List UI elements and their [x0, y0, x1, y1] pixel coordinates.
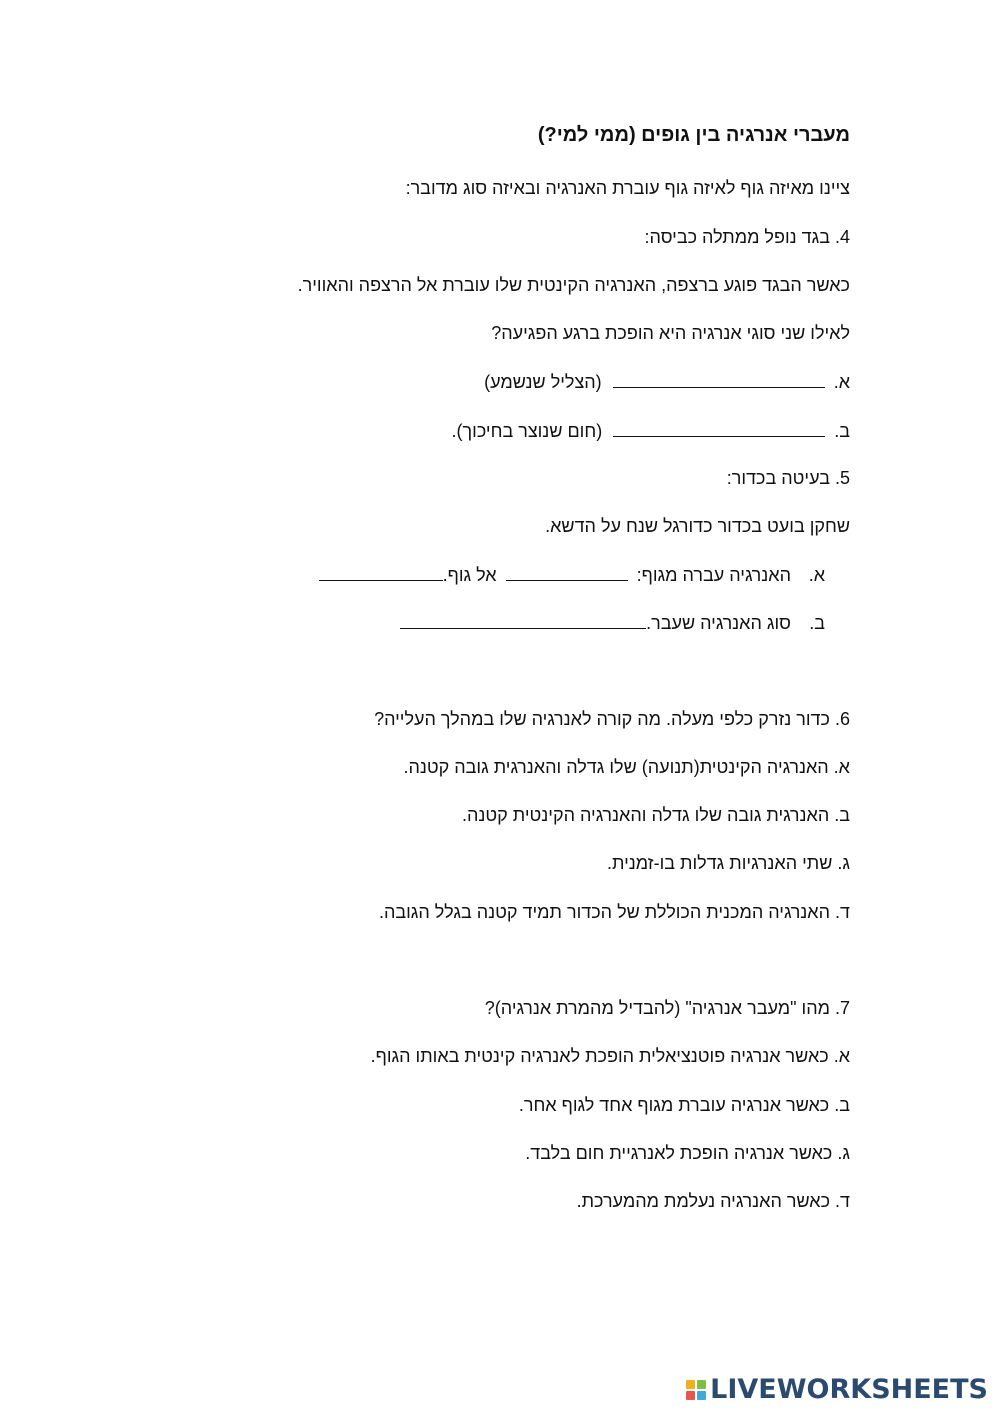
logo-tile [686, 1391, 695, 1400]
liveworksheets-logo [686, 1374, 988, 1405]
q4-answer-a [130, 369, 850, 394]
q4-a-mark: א. [833, 372, 850, 392]
q6-option[interactable]: ג. שתי האנרגיות גדלות בו-זמנית. [607, 853, 850, 873]
q5-a-mark: א. [808, 565, 825, 585]
q4-question: לאילו שני סוגי אנרגיה היא הופכת ברגע הפגיעה? [491, 323, 850, 343]
q5-answer-a [105, 562, 825, 587]
q5-a-blank-to[interactable] [319, 562, 443, 581]
page-title: מעברי אנרגיה בין גופים (ממי למי?) [537, 124, 850, 146]
q4-answer-b [130, 418, 850, 443]
q4-a-blank[interactable] [613, 369, 825, 388]
q5-a-blank-from[interactable] [506, 562, 628, 581]
logo-tile [686, 1380, 695, 1389]
q4-b-blank[interactable] [613, 418, 825, 437]
q5-heading: 5. בעיטה בכדור: [726, 468, 850, 488]
q7-option[interactable]: ב. כאשר אנרגיה עוברת מגוף אחד לגוף אחר. [518, 1095, 850, 1115]
q5-a-text2: אל גוף. [442, 565, 497, 585]
q6-heading: 6. כדור נזרק כלפי מעלה. מה קורה לאנרגיה שלו במהלך העלייה? [374, 709, 850, 729]
logo-tile [697, 1380, 706, 1389]
logo-tiles-icon [686, 1380, 706, 1400]
brand-name: LIVEWORKSHEETS [710, 1374, 988, 1405]
q5-b-mark: ב. [809, 613, 825, 633]
q6-option[interactable]: א. האנרגיה הקינטית(תנועה) שלו גדלה והאנרגית גובה קטנה. [403, 757, 850, 777]
q4-b-mark: ב. [834, 421, 850, 441]
q4-heading: 4. בגד נופל ממתלה כביסה: [644, 227, 850, 247]
q4-a-hint: (הצליל שנשמע) [484, 372, 602, 392]
q5-a-text1: האנרגיה עברה מגוף: [636, 565, 791, 585]
q5-b-blank[interactable] [400, 610, 646, 629]
logo-tile [697, 1391, 706, 1400]
q7-option[interactable]: ג. כאשר אנרגיה הופכת לאנרגיית חום בלבד. [525, 1143, 850, 1163]
q4-text: כאשר הבגד פוגע ברצפה, האנרגיה הקינטית שלו עוברת אל הרצפה והאוויר. [297, 275, 850, 295]
q7-option[interactable]: ד. כאשר האנרגיה נעלמת מהמערכת. [576, 1191, 850, 1211]
q7-option[interactable]: א. כאשר אנרגיה פוטנציאלית הופכת לאנרגיה קינטית באותו הגוף. [370, 1046, 850, 1066]
q4-b-hint: (חום שנוצר בחיכוך). [451, 421, 603, 441]
instruction-text: ציינו מאיזה גוף לאיזה גוף עוברת האנרגיה ובאיזה סוג מדובר: [405, 178, 850, 198]
q5-answer-b [105, 610, 825, 635]
q7-heading: 7. מהו "מעבר אנרגיה" (להבדיל מהמרת אנרגיה)? [484, 998, 850, 1018]
q6-option[interactable]: ד. האנרגיה המכנית הכוללת של הכדור תמיד קטנה בגלל הגובה. [378, 902, 850, 922]
q5-text: שחקן בועט בכדור כדורגל שנח על הדשא. [545, 516, 850, 536]
q5-b-text: סוג האנרגיה שעבר. [646, 613, 791, 633]
q6-option[interactable]: ב. האנרגית גובה שלו גדלה והאנרגיה הקינטית קטנה. [462, 805, 850, 825]
